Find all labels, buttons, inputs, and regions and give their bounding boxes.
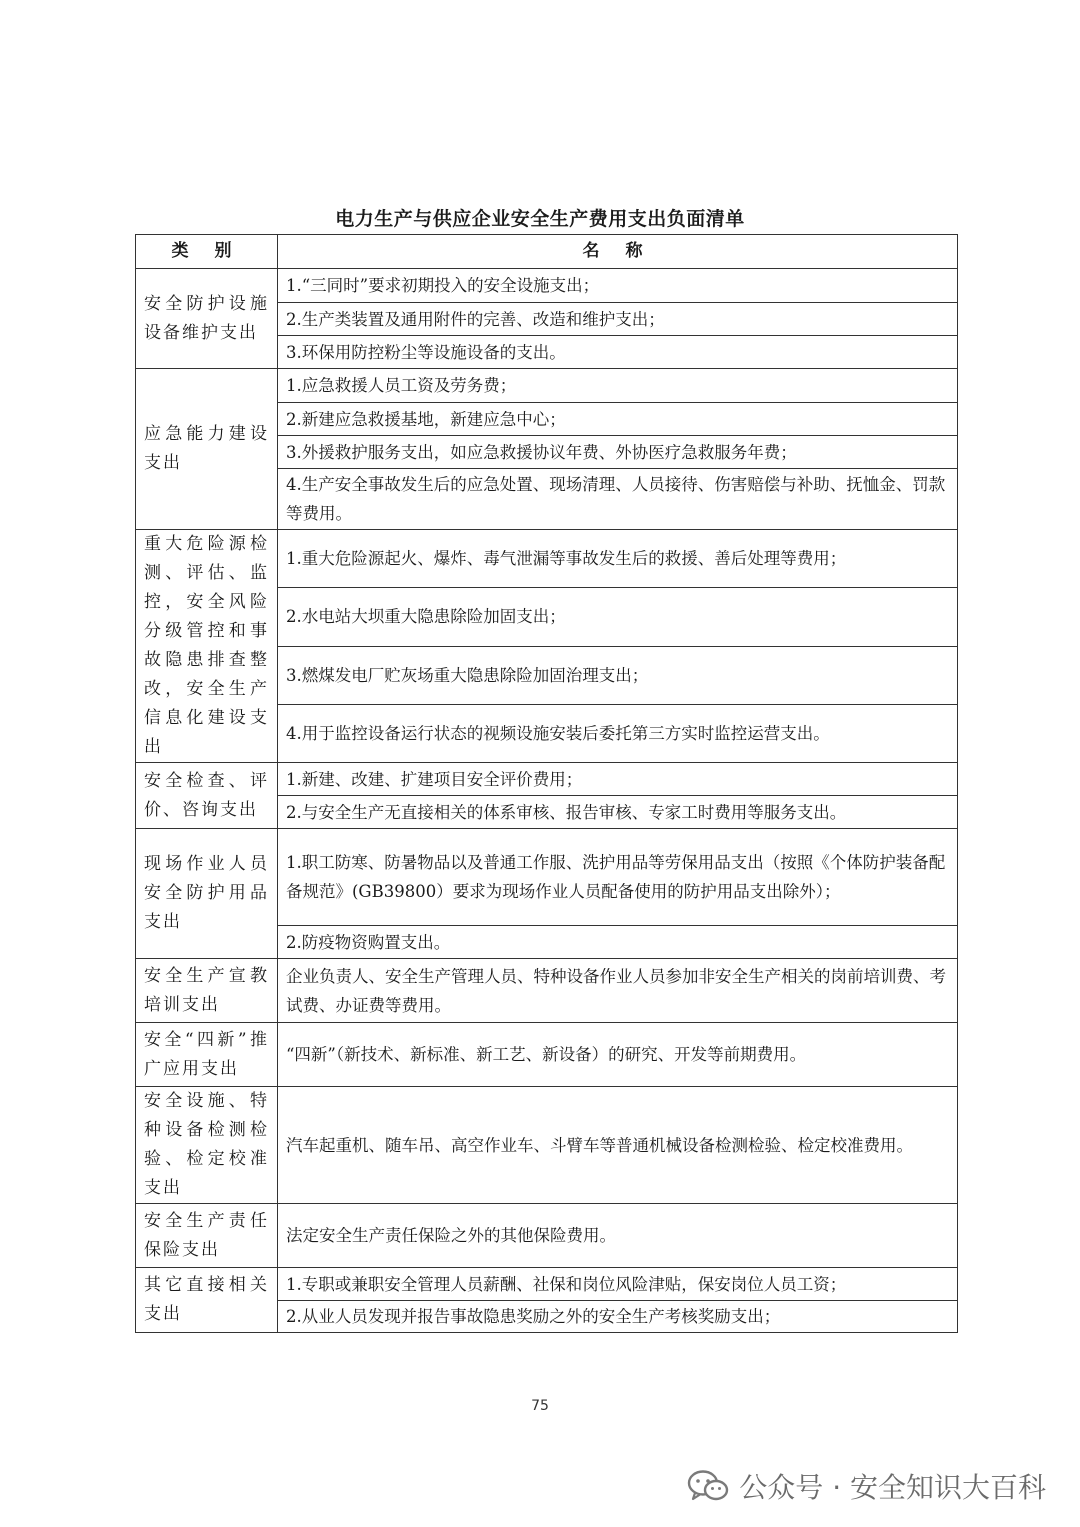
item-cell: 1.专职或兼职安全管理人员薪酬、社保和岗位风险津贴，保安岗位人员工资； <box>278 1268 958 1301</box>
table-body <box>136 235 958 1333</box>
item-cell: 法定安全生产责任保险之外的其他保险费用。 <box>278 1204 958 1268</box>
page-number: 75 <box>531 1398 549 1414</box>
item-cell: 1.职工防寒、防暑物品以及普通工作服、洗护用品等劳保用品支出（按照《个体防护装备配备规范》(GB39800）要求为现场作业人员配备使用的防护用品支出除外）； <box>278 829 958 926</box>
item-cell: 1.“三同时”要求初期投入的安全设施支出； <box>278 269 958 303</box>
header-category: 类 别 <box>136 235 278 269</box>
document-title: 电力生产与供应企业安全生产费用支出负面清单 <box>335 208 745 230</box>
category-cell: 安全“四新”推广应用支出 <box>136 1023 278 1087</box>
item-cell: 3.环保用防控粉尘等设施设备的支出。 <box>278 336 958 369</box>
watermark-text: 公众号 · 安全知识大百科 <box>739 1471 1046 1504</box>
table-row <box>136 530 958 588</box>
wechat-icon <box>687 1469 729 1503</box>
table-row <box>136 369 958 403</box>
table-row <box>136 763 958 796</box>
item-cell: 1.应急救援人员工资及劳务费； <box>278 369 958 403</box>
category-cell: 安全检查、评价、咨询支出 <box>136 763 278 829</box>
category-cell: 现场作业人员安全防护用品支出 <box>136 829 278 959</box>
item-cell: 4.生产安全事故发生后的应急处置、现场清理、人员接待、伤害赔偿与补助、抚恤金、罚款等费用。 <box>278 469 958 530</box>
category-cell: 其它直接相关支出 <box>136 1268 278 1333</box>
item-cell: 3.外援救护服务支出，如应急救援协议年费、外协医疗急救服务年费； <box>278 436 958 469</box>
table-row <box>136 1268 958 1301</box>
item-cell: 2.从业人员发现并报告事故隐患奖励之外的安全生产考核奖励支出； <box>278 1301 958 1333</box>
header-name: 名 称 <box>278 235 958 269</box>
item-cell: 2.新建应急救援基地，新建应急中心； <box>278 403 958 436</box>
table-row <box>136 829 958 926</box>
category-cell: 安全生产宣教培训支出 <box>136 959 278 1023</box>
category-cell: 应急能力建设支出 <box>136 369 278 530</box>
table-row <box>136 959 958 1023</box>
category-cell: 安全生产责任保险支出 <box>136 1204 278 1268</box>
negative-list-table <box>135 234 958 1333</box>
item-cell: 汽车起重机、随车吊、高空作业车、斗臂车等普通机械设备检测检验、检定校准费用。 <box>278 1087 958 1204</box>
item-cell: 1.重大危险源起火、爆炸、毒气泄漏等事故发生后的救援、善后处理等费用； <box>278 530 958 588</box>
table-row <box>136 1204 958 1268</box>
item-cell: 1.新建、改建、扩建项目安全评价费用； <box>278 763 958 796</box>
item-cell: 4.用于监控设备运行状态的视频设施安装后委托第三方实时监控运营支出。 <box>278 704 958 762</box>
category-cell: 安全设施、特种设备检测检验、检定校准支出 <box>136 1087 278 1204</box>
table-row <box>136 1087 958 1204</box>
item-cell: 2.水电站大坝重大隐患除险加固支出； <box>278 588 958 646</box>
item-cell: 2.生产类装置及通用附件的完善、改造和维护支出； <box>278 303 958 336</box>
category-cell: 重大危险源检测、评估、监控，安全风险分级管控和事故隐患排查整改，安全生产信息化建设支出 <box>136 530 278 763</box>
watermark <box>687 1466 1046 1506</box>
table-row <box>136 1023 958 1087</box>
item-cell: 3.燃煤发电厂贮灰场重大隐患除险加固治理支出； <box>278 646 958 704</box>
table-header-row <box>136 235 958 269</box>
table-row <box>136 269 958 303</box>
item-cell: “四新”（新技术、新标准、新工艺、新设备）的研究、开发等前期费用。 <box>278 1023 958 1087</box>
item-cell: 企业负责人、安全生产管理人员、特种设备作业人员参加非安全生产相关的岗前培训费、考试费、办证费等费用。 <box>278 959 958 1023</box>
item-cell: 2.防疫物资购置支出。 <box>278 926 958 959</box>
item-cell: 2.与安全生产无直接相关的体系审核、报告审核、专家工时费用等服务支出。 <box>278 796 958 829</box>
category-cell: 安全防护设施设备维护支出 <box>136 269 278 369</box>
